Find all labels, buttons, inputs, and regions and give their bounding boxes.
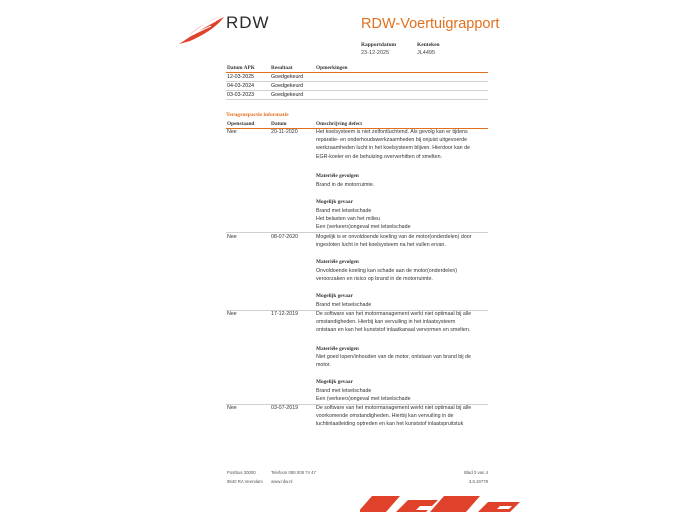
gevaar-text: Brand met letselschade Een (verkeers)ongeval met letselschade: [316, 388, 411, 403]
footer-phone: Telefoon 088 008 74 47: [271, 470, 316, 475]
recall-description: De software van het motormanagement werkt niet optimaal bij alle voorkomende omstandigheden. Hierbij kan vervuiling in de luchtinlaatleiding optreden en kan het kunststof inlaatspruitstuk: [316, 405, 472, 428]
materiele-text: Niet goed lopen/inhouden van de motor, ontstaan van brand bij de motor.: [316, 354, 471, 369]
recall-description: De software van het motormanagement werkt niet optimaal bij alle omstandigheden. Hierbij kan vervuiling in het inlaatsysteem ontstaan en kan het kunststof inlaatkanaal vervormen en smelten.: [316, 311, 472, 334]
apk-date: 04-03-2024: [227, 83, 255, 89]
recall-open: Nee: [227, 234, 237, 240]
report-date-label: Rapportdatum: [361, 42, 397, 48]
gevaar-label: Mogelijk gevaar: [316, 293, 353, 299]
table-row: [226, 73, 488, 82]
rdw-logo-icon: [178, 15, 228, 47]
materiele-text: Brand in de motorruimte.: [316, 182, 375, 188]
footer-web: www.rdw.nl: [271, 479, 293, 484]
plate-block: [417, 41, 440, 57]
footer-contact: [271, 468, 316, 486]
recall-date: 17-12-2019: [271, 311, 299, 317]
table-row: [226, 91, 488, 100]
page-title: RDW-Voertuigrapport: [361, 16, 500, 32]
gevaar-label: Mogelijk gevaar: [316, 379, 353, 385]
recall-open: Nee: [227, 129, 237, 135]
footer-code: 3.6.19778: [468, 479, 488, 484]
materiele-label: Materiële gevolgen: [316, 346, 359, 352]
recall-col-open: Openstaand: [227, 121, 255, 127]
logo-text: RDW: [226, 13, 270, 32]
table-row: [226, 82, 488, 91]
apk-col-date: Datum APK: [227, 65, 255, 71]
apk-table: [226, 64, 488, 100]
footer-city: 9640 RA Veendam: [227, 479, 263, 484]
apk-result: Goedgekeurd: [271, 83, 304, 89]
materiele-label: Materiële gevolgen: [316, 259, 359, 265]
materiele-label: Materiële gevolgen: [316, 173, 359, 179]
report-date-block: [361, 41, 396, 57]
recall-description: Het koelsysteem is niet zelfontluchtend. Als gevolg kan er tijdens reparatie- en onderhoudswerkzaamheden bij onjuist uitgevoerde werkzaamheden lucht in het koelsysteem blijven. Hierdoor kan de EGR-koeler en de behuizing oververhitten of smelten.: [316, 129, 470, 160]
apk-col-result: Resultaat: [271, 65, 293, 71]
apk-date: 03-03-2023: [227, 92, 255, 98]
materiele-text: Onvoldoende koeling kan schade aan de motor(onderdelen) veroorzaken en risico op brand in de motorruimte.: [316, 268, 458, 283]
footer-address: [227, 468, 263, 486]
recall-description: Mogelijk is er onvoldoende koeling van de motor(onderdelen) door ingesloten lucht in het koelsysteem na het vullen ervan.: [316, 234, 472, 249]
recall-section-title: Terugroepactie informatie: [226, 112, 289, 118]
recall-open: Nee: [227, 405, 237, 411]
decorative-stripes-icon: [360, 494, 530, 514]
apk-date: 12-03-2025: [227, 74, 255, 80]
recall-open: Nee: [227, 311, 237, 317]
recall-date: 03-07-2019: [271, 405, 299, 411]
apk-header-row: [226, 64, 488, 73]
plate-value: JL4495: [417, 50, 436, 56]
recall-col-date: Datum: [271, 121, 287, 127]
plate-label: Kenteken: [417, 42, 440, 48]
footer-page-info: [460, 468, 488, 486]
apk-result: Goedgekeurd: [271, 92, 304, 98]
gevaar-text: Brand met letselschade Het belasten van het milieu Een (verkeers)ongeval met letselschade: [316, 208, 411, 231]
footer-postbus: Postbus 30000: [227, 470, 256, 475]
gevaar-label: Mogelijk gevaar: [316, 199, 353, 205]
footer-page: Blad 3 van 4: [464, 470, 488, 475]
report-date-value: 23-12-2025: [361, 50, 390, 56]
apk-col-remarks: Opmerkingen: [316, 65, 348, 71]
recall-col-description: Omschrijving defect: [316, 121, 363, 127]
apk-result: Goedgekeurd: [271, 74, 304, 80]
recall-date: 08-07-2020: [271, 234, 299, 240]
recall-date: 20-11-2020: [271, 129, 298, 135]
gevaar-text: Brand met letselschade: [316, 302, 372, 308]
